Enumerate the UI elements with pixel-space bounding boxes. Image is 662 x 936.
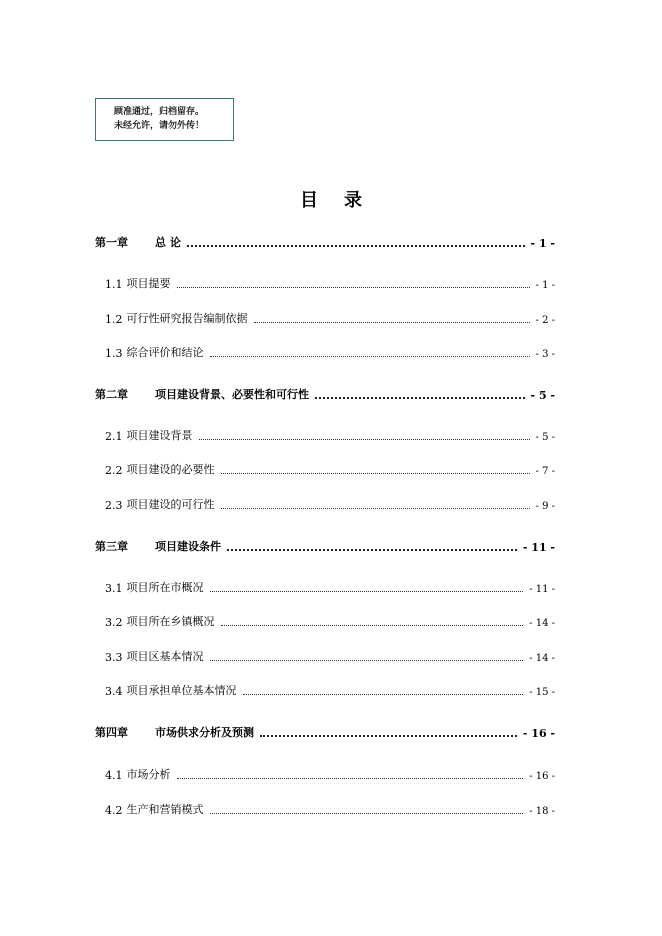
toc-dot-leader <box>210 659 524 661</box>
toc-entry-label: 项目所在市概况 <box>126 581 204 594</box>
toc-dot-leader <box>177 777 524 779</box>
toc-entry-label: 项目所在乡镇概况 <box>126 615 215 628</box>
toc-entry-number: 2.2 <box>105 464 123 477</box>
toc-entry-number: 第二章 <box>95 388 128 401</box>
toc-page-number: - 1 - <box>535 280 555 291</box>
toc-entry-label: 市场分析 <box>126 768 171 781</box>
toc-entry-label: 综合评价和结论 <box>126 346 204 359</box>
toc-entry-label: 生产和营销模式 <box>126 803 204 816</box>
toc-page-number: - 11 - <box>529 584 555 595</box>
toc-section-row[interactable] <box>95 275 555 291</box>
toc-dot-leader <box>221 472 530 474</box>
toc-entry-label: 可行性研究报告编制依据 <box>126 312 248 325</box>
toc-dot-leader <box>243 693 524 695</box>
toc-entry-label: 项目提要 <box>126 277 171 290</box>
toc-section-row[interactable] <box>95 613 555 629</box>
toc-chapter-row[interactable] <box>95 386 555 402</box>
toc-entry-number: 3.3 <box>105 651 123 664</box>
toc-entry-label: 项目承担单位基本情况 <box>126 684 237 697</box>
toc-section-row[interactable] <box>95 344 555 360</box>
toc-page-number: - 14 - <box>529 618 555 629</box>
toc-entry-number: 4.1 <box>105 769 123 782</box>
toc-section-row[interactable] <box>95 427 555 443</box>
toc-entry-label: 项目建设的可行性 <box>126 498 215 511</box>
toc-entry-label: 市场供求分析及预测 <box>155 726 254 739</box>
toc-page-number: - 9 - <box>535 501 555 512</box>
toc-dot-leader <box>199 438 530 440</box>
toc-entry-number: 第一章 <box>95 236 128 249</box>
stamp-line-1: 顾准通过，归档留存。 <box>114 107 205 117</box>
toc-dot-leader <box>210 590 524 592</box>
toc-section-row[interactable] <box>95 461 555 477</box>
toc-dot-leader <box>210 812 524 814</box>
toc-page-number: - 18 - <box>529 806 555 817</box>
toc-chapter-row[interactable] <box>95 538 555 554</box>
toc-dot-leader <box>254 321 530 323</box>
toc-dot-leader <box>221 624 524 626</box>
toc-page-number: - 5 - <box>535 432 555 443</box>
toc-chapter-row[interactable] <box>95 234 555 250</box>
toc-entry-label: 项目建设的必要性 <box>126 463 215 476</box>
toc-entry-label: 项目区基本情况 <box>126 650 204 663</box>
toc-section-row[interactable] <box>95 766 555 782</box>
toc-page-number: - 15 - <box>529 687 555 698</box>
toc-dot-leader <box>210 355 530 357</box>
toc-section-row[interactable] <box>95 310 555 326</box>
toc-page-number: - 5 - <box>530 389 555 402</box>
toc-page-number: - 2 - <box>535 315 555 326</box>
toc-entry-number: 第四章 <box>95 726 128 739</box>
toc-entry-label: 项目建设背景、必要性和可行性 <box>155 388 309 401</box>
toc-page-number: - 11 - <box>522 541 555 554</box>
toc-dot-leader <box>177 286 530 288</box>
toc-section-row[interactable] <box>95 648 555 664</box>
toc-entry-label: 项目建设条件 <box>155 540 221 553</box>
toc-entry-number: 3.4 <box>105 685 123 698</box>
toc-page-number: - 7 - <box>535 466 555 477</box>
toc-entry-number: 2.1 <box>105 430 123 443</box>
toc-dot-leader <box>260 734 517 737</box>
toc-section-row[interactable] <box>95 496 555 512</box>
toc-entry-number: 1.2 <box>105 313 123 326</box>
toc-page-number: - 1 - <box>530 237 555 250</box>
toc-dot-leader <box>221 507 530 509</box>
toc-page-number: - 3 - <box>535 349 555 360</box>
toc-dot-leader <box>227 548 517 551</box>
toc-entry-number: 2.3 <box>105 499 123 512</box>
toc-entry-label: 总 论 <box>155 236 181 249</box>
toc-dot-leader <box>315 396 525 399</box>
distribution-stamp <box>95 98 234 141</box>
toc-section-row[interactable] <box>95 801 555 817</box>
toc-entry-number: 3.2 <box>105 616 123 629</box>
toc-entry-label: 项目建设背景 <box>126 429 193 442</box>
toc-page-number: - 14 - <box>529 653 555 664</box>
toc-chapter-row[interactable] <box>95 724 555 740</box>
toc-entry-number: 第三章 <box>95 540 128 553</box>
toc-page-number: - 16 - <box>522 727 555 740</box>
toc-entry-number: 4.2 <box>105 804 123 817</box>
stamp-line-2: 未经允许，请勿外传！ <box>114 121 205 131</box>
toc-title: 目录 <box>300 190 388 211</box>
toc-section-row[interactable] <box>95 579 555 595</box>
toc-page-number: - 16 - <box>529 771 555 782</box>
toc-entry-number: 1.1 <box>105 278 123 291</box>
toc-entry-number: 3.1 <box>105 582 123 595</box>
toc-entry-number: 1.3 <box>105 347 123 360</box>
toc-section-row[interactable] <box>95 682 555 698</box>
toc-dot-leader <box>187 244 525 247</box>
